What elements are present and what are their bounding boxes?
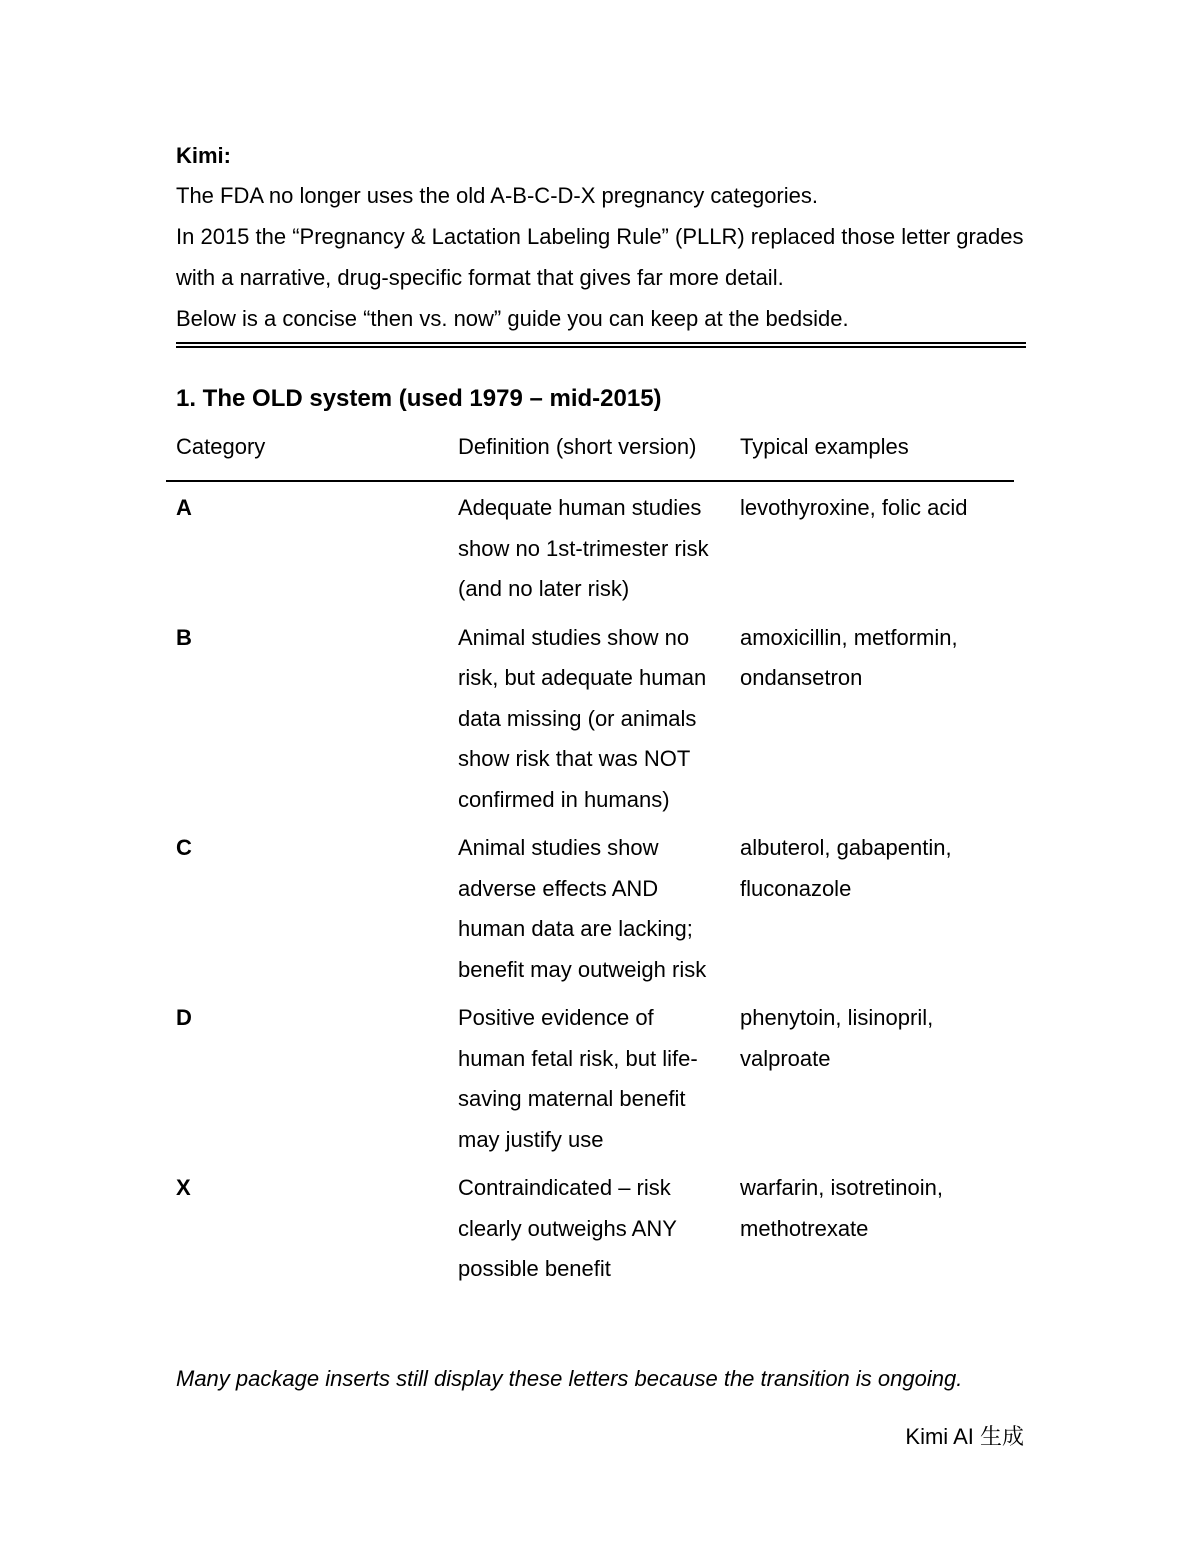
table-header-row bbox=[166, 428, 1014, 481]
generated-by-credit: Kimi AI 生成 bbox=[905, 1424, 1024, 1449]
pregnancy-category-table bbox=[166, 428, 1014, 1292]
table-footnote: Many package inserts still display these letters because the transition is ongoing. bbox=[176, 1366, 963, 1391]
section-divider bbox=[176, 342, 1026, 348]
category-definition: Contraindicated – risk clearly outweighs ANY possible benefit bbox=[458, 1175, 677, 1281]
intro-line-3: Below is a concise “then vs. now” guide you can keep at the bedside. bbox=[176, 306, 849, 331]
speaker-label: Kimi: bbox=[176, 143, 231, 168]
category-examples: amoxicillin, metformin, ondansetron bbox=[740, 624, 958, 690]
table-row bbox=[166, 992, 1014, 1162]
intro-line-1: The FDA no longer uses the old A-B-C-D-X pregnancy categories. bbox=[176, 183, 818, 208]
category-letter: D bbox=[176, 1005, 192, 1030]
category-examples: warfarin, isotretinoin, methotrexate bbox=[740, 1175, 943, 1241]
intro-paragraph bbox=[176, 175, 1026, 339]
table-row bbox=[166, 612, 1014, 823]
category-definition: Adequate human studies show no 1st-trimester risk (and no later risk) bbox=[458, 495, 709, 601]
category-letter: A bbox=[176, 495, 192, 520]
section-heading: 1. The OLD system (used 1979 – mid-2015) bbox=[176, 385, 662, 412]
category-letter: X bbox=[176, 1175, 191, 1200]
category-letter: C bbox=[176, 835, 192, 860]
category-definition: Positive evidence of human fetal risk, but life-saving maternal benefit may justify use bbox=[458, 1005, 698, 1152]
table-row bbox=[166, 822, 1014, 992]
category-examples: albuterol, gabapentin, fluconazole bbox=[740, 835, 952, 901]
category-letter: B bbox=[176, 624, 192, 650]
intro-line-2: In 2015 the “Pregnancy & Lactation Labeling Rule” (PLLR) replaced those letter grades with a narrative, drug-specific format that gives far more detail. bbox=[176, 224, 1024, 290]
table-row bbox=[166, 481, 1014, 612]
category-definition: Animal studies show no risk, but adequate human data missing (or animals show risk that was NOT confirmed in humans) bbox=[458, 624, 707, 812]
table-row bbox=[166, 1162, 1014, 1292]
column-header-examples: Typical examples bbox=[730, 428, 1014, 481]
column-header-category: Category bbox=[166, 428, 448, 481]
category-examples: phenytoin, lisinopril, valproate bbox=[740, 1005, 934, 1071]
category-examples: levothyroxine, folic acid bbox=[740, 495, 968, 520]
column-header-definition: Definition (short version) bbox=[448, 428, 730, 481]
category-definition: Animal studies show adverse effects AND human data are lacking; benefit may outweigh risk bbox=[458, 835, 707, 982]
